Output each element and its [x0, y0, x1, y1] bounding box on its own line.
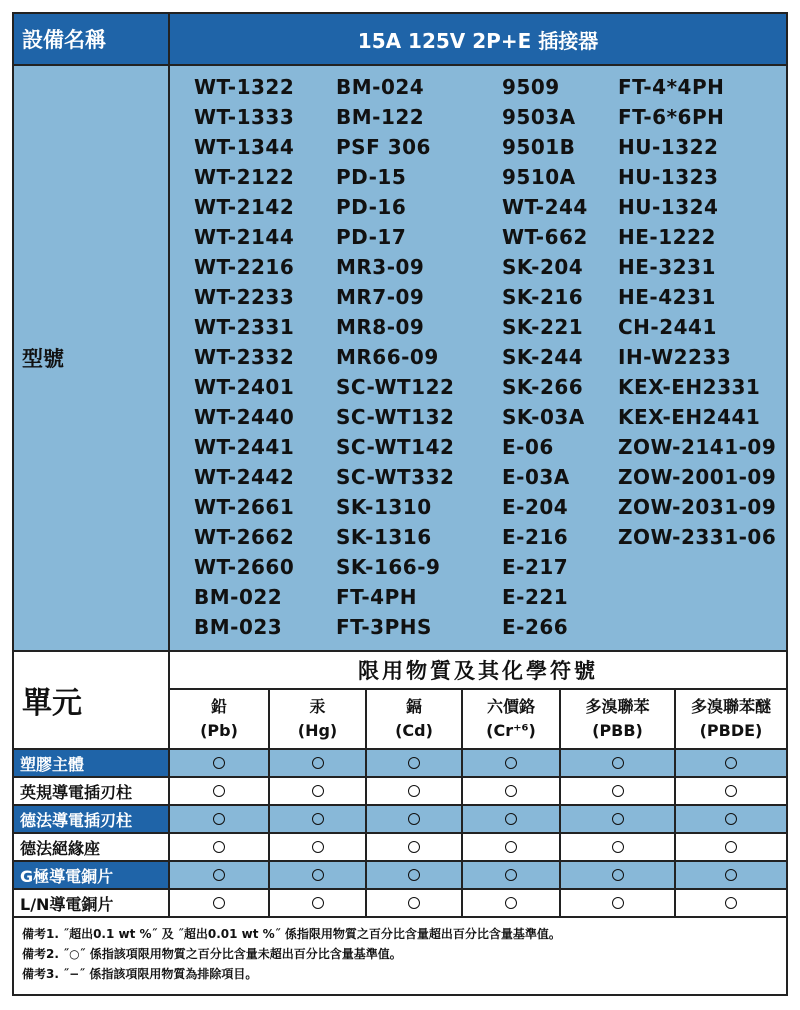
substance-header: [561, 690, 676, 748]
model-number: KEX-EH2441: [618, 405, 761, 429]
compliance-cell: [170, 778, 270, 804]
compliant-circle-icon: [725, 785, 737, 797]
compliant-circle-icon: [312, 813, 324, 825]
substance-header: [367, 690, 463, 748]
note-1: 備考1. ˝超出0.1 wt %˝ 及 ˝超出0.01 wt %˝ 係指限用物質之百分比含量超出百分比含量基準值。: [22, 927, 561, 941]
component-label: 英規導電插刃柱: [14, 778, 170, 804]
compliance-cell: [676, 750, 786, 776]
model-number: HE-3231: [618, 255, 716, 279]
compliant-circle-icon: [408, 757, 420, 769]
table-row: [14, 748, 786, 776]
table-row: [14, 776, 786, 804]
note-2: 備考2. ˝○˝ 係指該項限用物質之百分比含量未超出百分比含量基準值。: [22, 947, 402, 961]
model-number: WT-2331: [194, 315, 295, 339]
model-number: SK-266: [502, 375, 584, 399]
compliant-circle-icon: [213, 813, 225, 825]
model-number: SK-166-9: [336, 555, 441, 579]
substance-symbol: (Pb): [200, 721, 238, 740]
model-number: BM-022: [194, 585, 283, 609]
compliant-circle-icon: [612, 897, 624, 909]
model-number: WT-1322: [194, 75, 295, 99]
compliance-cell: [676, 890, 786, 916]
model-number: SC-WT142: [336, 435, 455, 459]
compliance-cell: [676, 862, 786, 888]
model-number: WT-2401: [194, 375, 295, 399]
compliant-circle-icon: [612, 813, 624, 825]
compliance-cell: [367, 778, 463, 804]
compliant-circle-icon: [312, 841, 324, 853]
compliant-circle-icon: [213, 897, 225, 909]
substance-header: [463, 690, 561, 748]
model-number: WT-2216: [194, 255, 295, 279]
substance-name: 鎘: [405, 697, 422, 716]
model-number: MR7-09: [336, 285, 425, 309]
compliant-circle-icon: [612, 841, 624, 853]
model-number: KEX-EH2331: [618, 375, 761, 399]
model-number: E-06: [502, 435, 554, 459]
compliant-circle-icon: [725, 757, 737, 769]
unit-section: [14, 650, 786, 748]
model-column-3: [502, 72, 588, 642]
compliance-cell: [270, 750, 367, 776]
model-number: BM-122: [336, 105, 425, 129]
model-number: WT-2441: [194, 435, 295, 459]
compliant-circle-icon: [612, 869, 624, 881]
model-number: MR8-09: [336, 315, 425, 339]
compliance-cell: [367, 890, 463, 916]
equipment-name-value: 15A 125V 2P+E 插接器: [170, 14, 786, 64]
model-label: 型號: [14, 66, 170, 650]
compliance-cell: [463, 834, 561, 860]
compliant-circle-icon: [312, 757, 324, 769]
model-number: WT-2144: [194, 225, 295, 249]
note-3: 備考3. ˝−˝ 係指該項限用物質為排除項目。: [22, 967, 258, 981]
compliance-cell: [561, 862, 676, 888]
compliance-cell: [270, 862, 367, 888]
model-number: PD-17: [336, 225, 407, 249]
model-number: PSF 306: [336, 135, 431, 159]
compliance-cell: [463, 890, 561, 916]
model-number: SK-221: [502, 315, 584, 339]
compliant-circle-icon: [612, 785, 624, 797]
model-number: SK-216: [502, 285, 584, 309]
model-number: WT-2660: [194, 555, 295, 579]
model-number: FT-4*4PH: [618, 75, 725, 99]
component-label: L/N導電銅片: [14, 890, 170, 916]
model-number: WT-1333: [194, 105, 295, 129]
model-number: ZOW-2001-09: [618, 465, 777, 489]
compliance-cell: [463, 750, 561, 776]
compliant-circle-icon: [213, 841, 225, 853]
model-column-2: [336, 72, 454, 642]
compliance-cell: [561, 890, 676, 916]
compliant-circle-icon: [505, 841, 517, 853]
model-number: WT-2440: [194, 405, 295, 429]
compliance-cell: [270, 778, 367, 804]
notes: [14, 916, 786, 996]
model-column-4: [618, 72, 776, 552]
compliant-circle-icon: [213, 869, 225, 881]
model-number: CH-2441: [618, 315, 717, 339]
compliance-cell: [170, 750, 270, 776]
substance-headers: [170, 690, 786, 748]
compliant-circle-icon: [213, 757, 225, 769]
model-number: WT-2661: [194, 495, 295, 519]
compliant-circle-icon: [408, 785, 420, 797]
substance-name: 汞: [309, 697, 326, 716]
substance-symbol: (Hg): [297, 721, 338, 740]
substance-name: 多溴聯苯: [585, 697, 650, 716]
component-label: 德法導電插刃柱: [14, 806, 170, 832]
compliance-cell: [270, 834, 367, 860]
compliance-cell: [367, 834, 463, 860]
compliance-cell: [676, 806, 786, 832]
model-number: HU-1324: [618, 195, 719, 219]
compliance-cell: [367, 862, 463, 888]
compliant-circle-icon: [408, 869, 420, 881]
compliant-circle-icon: [725, 897, 737, 909]
model-number: 9501B: [502, 135, 576, 159]
model-number: SK-244: [502, 345, 584, 369]
model-number: FT-6*6PH: [618, 105, 725, 129]
compliant-circle-icon: [505, 785, 517, 797]
compliance-cell: [676, 778, 786, 804]
table-row: [14, 888, 786, 916]
substance-name: 鉛: [210, 697, 227, 716]
model-number: E-217: [502, 555, 569, 579]
compliance-cell: [170, 806, 270, 832]
table-row: [14, 860, 786, 888]
compliance-cell: [561, 806, 676, 832]
compliance-cell: [170, 862, 270, 888]
substance-symbol: (Cr⁺⁶): [486, 721, 536, 740]
compliant-circle-icon: [408, 813, 420, 825]
model-number: E-221: [502, 585, 569, 609]
model-column-1: [194, 72, 294, 642]
component-label: 塑膠主體: [14, 750, 170, 776]
substance-symbol: (PBDE): [699, 721, 763, 740]
model-number: MR3-09: [336, 255, 425, 279]
model-number: WT-2122: [194, 165, 295, 189]
component-rows: [14, 748, 786, 916]
compliant-circle-icon: [725, 841, 737, 853]
model-number: E-266: [502, 615, 569, 639]
model-number: WT-2142: [194, 195, 295, 219]
model-number: SC-WT132: [336, 405, 455, 429]
compliant-circle-icon: [505, 897, 517, 909]
compliance-cell: [270, 890, 367, 916]
model-number: BM-024: [336, 75, 425, 99]
component-label: 德法絕緣座: [14, 834, 170, 860]
compliant-circle-icon: [612, 757, 624, 769]
substance-header: [676, 690, 786, 748]
equipment-name-label: 設備名稱: [14, 14, 170, 64]
model-number: FT-3PHS: [336, 615, 432, 639]
compliant-circle-icon: [312, 869, 324, 881]
model-number: HE-1222: [618, 225, 716, 249]
model-number: 9503A: [502, 105, 576, 129]
model-number: SC-WT122: [336, 375, 455, 399]
compliance-cell: [367, 750, 463, 776]
model-number: HE-4231: [618, 285, 716, 309]
model-number: SC-WT332: [336, 465, 455, 489]
compliance-cell: [561, 778, 676, 804]
model-number: FT-4PH: [336, 585, 417, 609]
model-number: SK-03A: [502, 405, 585, 429]
compliance-cell: [463, 862, 561, 888]
model-list: [170, 66, 786, 650]
compliant-circle-icon: [505, 869, 517, 881]
substance-symbol: (PBB): [592, 721, 643, 740]
table-row: [14, 832, 786, 860]
compliant-circle-icon: [725, 869, 737, 881]
compliance-cell: [561, 750, 676, 776]
compliance-cell: [170, 834, 270, 860]
model-number: SK-204: [502, 255, 584, 279]
compliant-circle-icon: [505, 757, 517, 769]
model-number: HU-1322: [618, 135, 719, 159]
restricted-substances-title: 限用物質及其化學符號: [170, 652, 786, 690]
model-number: 9510A: [502, 165, 576, 189]
substance-name: 六價鉻: [486, 697, 535, 716]
table-row: [14, 804, 786, 832]
substance-name: 多溴聯苯醚: [690, 697, 771, 716]
model-number: E-204: [502, 495, 569, 519]
model-number: PD-16: [336, 195, 407, 219]
model-number: WT-662: [502, 225, 588, 249]
compliance-cell: [367, 806, 463, 832]
model-number: ZOW-2331-06: [618, 525, 777, 549]
compliant-circle-icon: [408, 841, 420, 853]
compliance-cell: [270, 806, 367, 832]
compliance-cell: [561, 834, 676, 860]
model-number: E-03A: [502, 465, 570, 489]
model-number: HU-1323: [618, 165, 719, 189]
model-number: WT-2332: [194, 345, 295, 369]
model-number: MR66-09: [336, 345, 439, 369]
model-number: WT-1344: [194, 135, 295, 159]
compliance-cell: [463, 806, 561, 832]
model-section: [14, 64, 786, 650]
rohs-declaration-table: [12, 12, 788, 996]
model-number: ZOW-2141-09: [618, 435, 777, 459]
model-number: SK-1310: [336, 495, 432, 519]
model-number: 9509: [502, 75, 560, 99]
compliant-circle-icon: [408, 897, 420, 909]
model-number: IH-W2233: [618, 345, 732, 369]
header-row: [14, 14, 786, 64]
model-number: ZOW-2031-09: [618, 495, 777, 519]
component-label: G極導電銅片: [14, 862, 170, 888]
model-number: WT-244: [502, 195, 588, 219]
compliant-circle-icon: [725, 813, 737, 825]
model-number: PD-15: [336, 165, 407, 189]
model-number: E-216: [502, 525, 569, 549]
model-number: WT-2442: [194, 465, 295, 489]
model-number: WT-2662: [194, 525, 295, 549]
model-number: WT-2233: [194, 285, 295, 309]
compliant-circle-icon: [312, 785, 324, 797]
substance-header: [270, 690, 367, 748]
model-number: BM-023: [194, 615, 283, 639]
compliance-cell: [676, 834, 786, 860]
substance-symbol: (Cd): [395, 721, 433, 740]
compliant-circle-icon: [312, 897, 324, 909]
compliant-circle-icon: [213, 785, 225, 797]
compliance-cell: [463, 778, 561, 804]
compliance-cell: [170, 890, 270, 916]
substance-header: [170, 690, 270, 748]
unit-label: 單元: [14, 652, 170, 748]
compliant-circle-icon: [505, 813, 517, 825]
model-number: SK-1316: [336, 525, 432, 549]
